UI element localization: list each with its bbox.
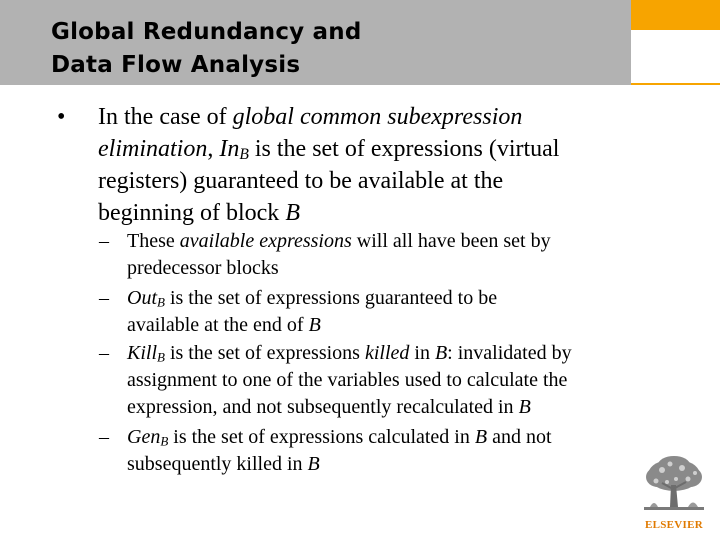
main-line-1 [98, 101, 658, 133]
sub-italic-run: Gen [127, 426, 161, 448]
main-text-run: beginning of block [98, 200, 286, 226]
subscript: B [160, 433, 169, 449]
sub3-line-3 [127, 394, 572, 421]
sub-text-run: These [127, 230, 180, 252]
sub-text-run: and not [487, 426, 552, 448]
sub4-line-1 [127, 424, 552, 451]
sub-italic-run: killed [364, 342, 410, 364]
subscript: B [239, 146, 249, 164]
sub-bullet-dash: – [99, 230, 109, 252]
sub-text-run: is the set of expressions calculated in [168, 426, 475, 448]
slide-title [51, 16, 362, 82]
sub-text-run: : invalidated by [447, 342, 572, 364]
tree-icon [640, 455, 708, 517]
main-bullet-text [98, 101, 658, 229]
sub-text-run: in [409, 342, 435, 364]
main-line-4 [98, 197, 658, 229]
main-text-run: is the set of expressions (virtual [248, 136, 560, 162]
main-italic-run: elimination [98, 136, 208, 162]
main-line-2 [98, 133, 658, 165]
sub-italic-run: Kill [127, 342, 158, 364]
sub-text-run: expression, and not subsequently recalculated in [127, 396, 519, 418]
sub-text-run: will all have been set by [351, 230, 551, 252]
sub-text-run: is the set of expressions [164, 342, 365, 364]
title-line-1: Global Redundancy and [51, 19, 362, 45]
sub4-line-2 [127, 451, 552, 478]
main-text-run: , [207, 136, 220, 162]
main-italic-run: In [219, 136, 240, 162]
title-line-2: Data Flow Analysis [51, 52, 301, 78]
subscript: B [157, 294, 165, 310]
main-italic-run: B [285, 200, 300, 226]
sub-bullet-3-text [127, 340, 572, 421]
elsevier-logo [640, 455, 708, 535]
sub-bullet-4-text [127, 424, 552, 478]
sub-bullet-dash: – [99, 342, 109, 364]
sub-text-run: is the set of expressions guaranteed to be [164, 287, 498, 309]
main-italic-run: global common subexpression [232, 104, 523, 130]
orange-accent-block [631, 0, 720, 30]
sub-italic-run: available expressions [179, 230, 352, 252]
sub-bullet-dash: – [99, 287, 109, 309]
sub-bullet-dash: – [99, 426, 109, 448]
main-text-run: In the case of [98, 104, 233, 130]
sub-italic-run: B [307, 453, 320, 475]
sub2-line-2 [127, 312, 497, 339]
sub-italic-run: Out [127, 287, 157, 309]
orange-accent-rule [631, 83, 720, 85]
sub-italic-run: B [434, 342, 448, 364]
sub-italic-run: B [518, 396, 531, 418]
main-bullet-glyph: • [57, 104, 66, 130]
sub-text-run: available at the end of [127, 314, 309, 336]
sub-italic-run: B [308, 314, 321, 336]
sub2-line-1 [127, 285, 497, 312]
sub-bullet-2-text [127, 285, 497, 339]
subscript: B [157, 349, 165, 365]
sub1-line-1 [127, 228, 551, 255]
main-line-3: registers) guaranteed to be available at the [98, 168, 504, 194]
elsevier-wordmark: ELSEVIER [644, 519, 704, 531]
sub-italic-run: B [474, 426, 488, 448]
sub-text-run: subsequently killed in [127, 453, 308, 475]
sub-bullet-1-text [127, 228, 551, 282]
sub1-line-2: predecessor blocks [127, 257, 279, 279]
sub3-line-2: assignment to one of the variables used to calculate the [127, 369, 568, 391]
sub3-line-1 [127, 340, 572, 367]
